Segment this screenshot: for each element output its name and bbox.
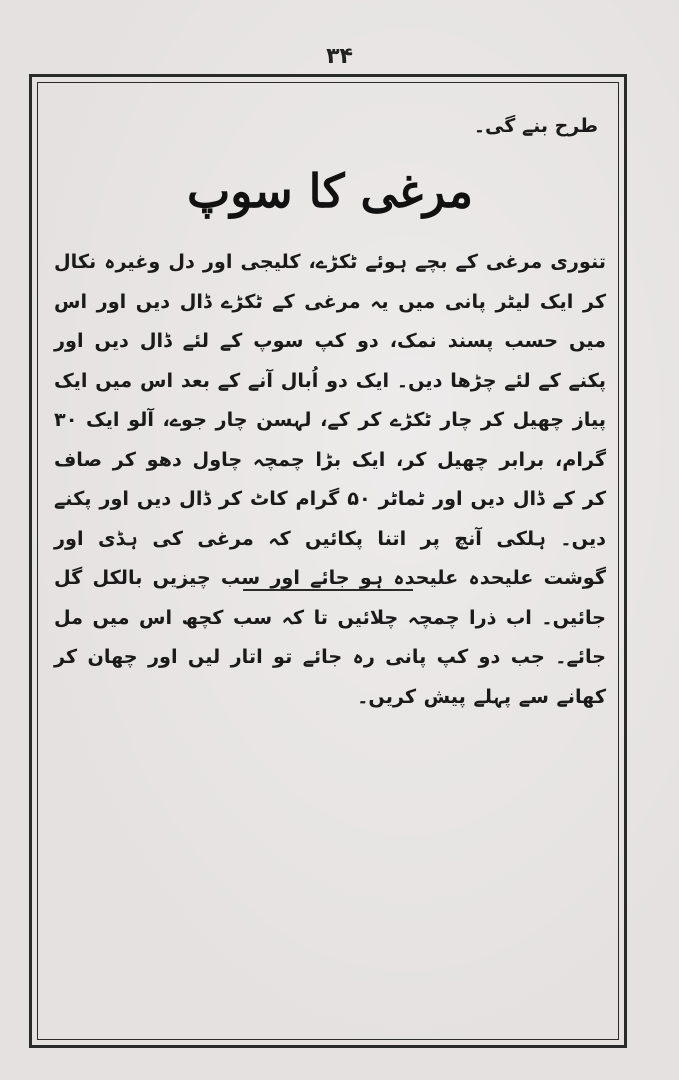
page-number: ۳۴ — [326, 44, 353, 69]
recipe-title: مرغی کا سوپ — [187, 164, 473, 218]
page-content — [52, 100, 608, 716]
recipe-body: تنوری مرغی کے بچے ہوئے ٹکڑے، کلیجی اور دل وغیرہ نکال کر ایک لیٹر پانی میں یہ مرغی کے ٹکڑے ڈال دیں اور اس میں حسب پسند نمک، دو کپ سوپ کے لئے ڈال دیں اور پکنے کے لئے چڑھا دیں۔ ایک دو اُبال آنے کے بعد اس میں ایک پیاز چھیل کر چار ٹکڑے کر کے، لہسن چار جوے، آلو ایک ۳۰ گرام، برابر چھیل کر، ایک بڑا چمچہ چاول دھو کر صاف کر کے ڈال دیں اور ٹماٹر ۵۰ گرام کاٹ کر ڈال دیں اور پکنے دیں۔ ہلکی آنچ پر اتنا پکائیں کہ مرغی کی ہڈی اور گوشت علیحدہ علیحدہ ہو جائے اور سب چیزیں بالکل گل جائیں۔ اب ذرا چمچہ چلائیں تا کہ سب کچھ اس میں مل جائے۔ جب دو کپ پانی رہ جائے تو اتار لیں اور چھان کر کھانے سے پہلے پیش کریں۔ — [54, 250, 606, 708]
section-divider — [243, 589, 413, 591]
continuation-text: طرح بنے گی۔ — [473, 115, 598, 137]
